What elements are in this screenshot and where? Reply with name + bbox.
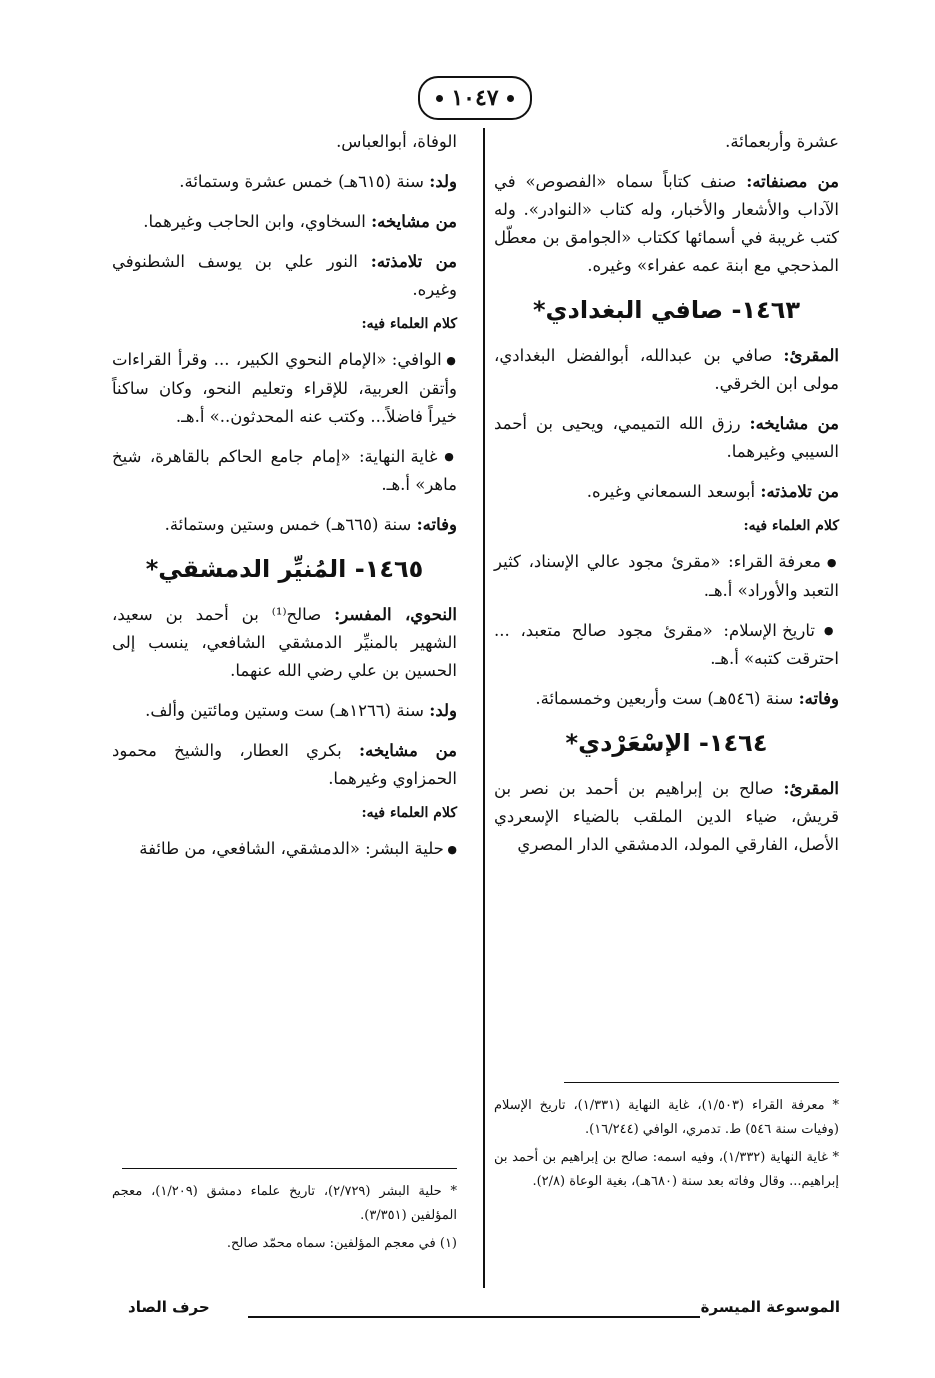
field-text: رزق الله التميمي، ويحيى بن أحمد السيبي وغيرهما. (494, 414, 839, 461)
paragraph (494, 168, 839, 280)
field-text: سنة (٦٦٥هـ) خمس وستين وستمائة. (164, 515, 417, 534)
footnote: * معرفة القراء (١/٥٠٣)، غاية النهاية (١/٣٣١)، تاريخ الإسلام (وفيات سنة ٥٤٦) ط. تدمري، الوافي (١٦/٢٤٤). (494, 1098, 840, 1137)
entry-title: ١٤٦٥- المُنيِّر الدمشقي* (145, 555, 424, 583)
field-label: من تلامذته: (760, 482, 839, 501)
paragraph: عشرة وأربعمائة. (725, 132, 839, 151)
quote-item: ● تاريخ الإسلام: «مقرئ مجود صالح متعبد، ... احترقت كتبه» أ.هـ. (494, 617, 839, 674)
section-subheading: كلام العلماء فيه: (361, 805, 457, 821)
field-label: ولد: (429, 701, 457, 720)
field-text: صالح بن إبراهيم بن أحمد بن نصر بن قريش، ضياء الدين الملقب بالضياء الإسعردي الأصل، الفارقي المولد، الدمشقي الدار المصري (494, 779, 839, 854)
quote-item: ● معرفة القراء: «مقرئ مجود عالي الإسناد، كثير التعبد والأوراد» أ.هـ. (494, 548, 839, 605)
section-subheading: كلام العلماء فيه: (743, 518, 839, 534)
footnote-rule (564, 1082, 839, 1083)
quote-item: ● الوافي: «الإمام النحوي الكبير، ... وقرأ القراءات وأتقن العربية، للإقراء وتعليم النحو، وكان ساكناً خيراً فاضلاً... وكتب عنه المحدثون..» أ.هـ. (112, 346, 457, 431)
paragraph (494, 775, 839, 859)
field-text: بكري العطار، والشيخ محمود الحمزاوي وغيرهما. (112, 741, 457, 788)
entry-title: ١٤٦٣- صافي البغدادي* (533, 296, 800, 324)
paragraph (112, 697, 457, 725)
field-text: صافي بن عبدالله، أبوالفضل البغدادي، مولى ابن الخرقي. (494, 346, 839, 393)
field-label: ولد: (429, 172, 457, 191)
field-label: وفاته: (798, 689, 839, 708)
paragraph (494, 478, 839, 506)
field-text: سنة (٥٤٦هـ) ست وأربعين وخمسمائة. (535, 689, 799, 708)
left-footnotes (112, 1180, 457, 1260)
right-footnotes (494, 1094, 839, 1198)
column-divider (483, 128, 485, 1288)
paragraph (112, 737, 457, 793)
field-label: النحوي، المفسر: (334, 605, 457, 624)
entry-title: ١٤٦٤- الإسْعَرْدي* (565, 729, 768, 757)
page-footer (128, 1298, 840, 1324)
paragraph (112, 601, 457, 685)
field-label: من مشايخه: (359, 741, 457, 760)
field-label: المقرئ: (783, 779, 839, 798)
field-label: المقرئ: (783, 346, 839, 365)
footnote: (١) في معجم المؤلفين: سماه محمّد صالح. (226, 1236, 457, 1251)
footer-book-title: الموسوعة الميسرة (700, 1298, 840, 1316)
quote-item: ● غاية النهاية: «إمام جامع الحاكم بالقاهرة، شيخ ماهر» أ.هـ. (112, 443, 457, 500)
paragraph (112, 248, 457, 304)
paragraph (494, 410, 839, 466)
field-label: وفاته: (416, 515, 457, 534)
footnote: * حلية البشر (٢/٧٢٩)، تاريخ علماء دمشق (١/٢٠٩)، معجم المؤلفين (٣/٣٥١). (112, 1184, 458, 1223)
field-text: النور علي بن يوسف الشطنوفي وغيره. (112, 252, 457, 299)
page-number-text: ١٠٤٧ (451, 85, 499, 111)
footnote-rule (122, 1168, 457, 1169)
field-label: من مصنفاته: (746, 172, 839, 191)
right-column (494, 128, 839, 871)
quote-item: ● حلية البشر: «الدمشقي، الشافعي، من طائفة (112, 835, 457, 864)
field-label: من مشايخه: (371, 212, 457, 231)
field-text: السخاوي، وابن الحاجب وغيرهما. (143, 212, 372, 231)
left-column (112, 128, 457, 876)
field-label: من مشايخه: (749, 414, 839, 433)
footnote: * غاية النهاية (١/٣٣٢)، وفيه اسمه: صالح بن إبراهيم بن أحمد بن إبراهيم... وقال وفاته بعد سنة (٦٨٠هـ)، بغية الوعاة (٢/٨). (494, 1150, 839, 1189)
section-subheading: كلام العلماء فيه: (361, 316, 457, 332)
field-text: سنة (١٢٦٦هـ) ست وستين ومائتين وألف. (145, 701, 430, 720)
paragraph: الوفاة، أبوالعباس. (336, 132, 457, 151)
paragraph (494, 685, 839, 713)
paragraph (112, 168, 457, 196)
page-number (418, 76, 532, 120)
footer-rule (248, 1316, 700, 1318)
field-text: صالح⁽¹⁾ بن أحمد بن سعيد، الشهير بالمنيِّر الدمشقي الشافعي، ينسب إلى الحسين بن علي رضي الله عنهما. (112, 605, 457, 680)
footer-chapter: حرف الصاد (128, 1298, 210, 1316)
field-text: سنة (٦١٥هـ) خمس عشرة وستمائة. (179, 172, 430, 191)
field-text: أبوسعد السمعاني وغيره. (586, 482, 761, 501)
paragraph (494, 342, 839, 398)
field-text: صنف كتاباً سماه «الفصوص» في الآداب والأشعار والأخبار، وله كتاب «النوادر». وله كتب غريبة في أسمائها ككتاب «الجوامق بن معطّل المذحجي مع ابنة عمه عفراء» وغيره. (494, 172, 839, 275)
paragraph (112, 208, 457, 236)
paragraph (112, 511, 457, 539)
field-label: من تلامذته: (370, 252, 457, 271)
